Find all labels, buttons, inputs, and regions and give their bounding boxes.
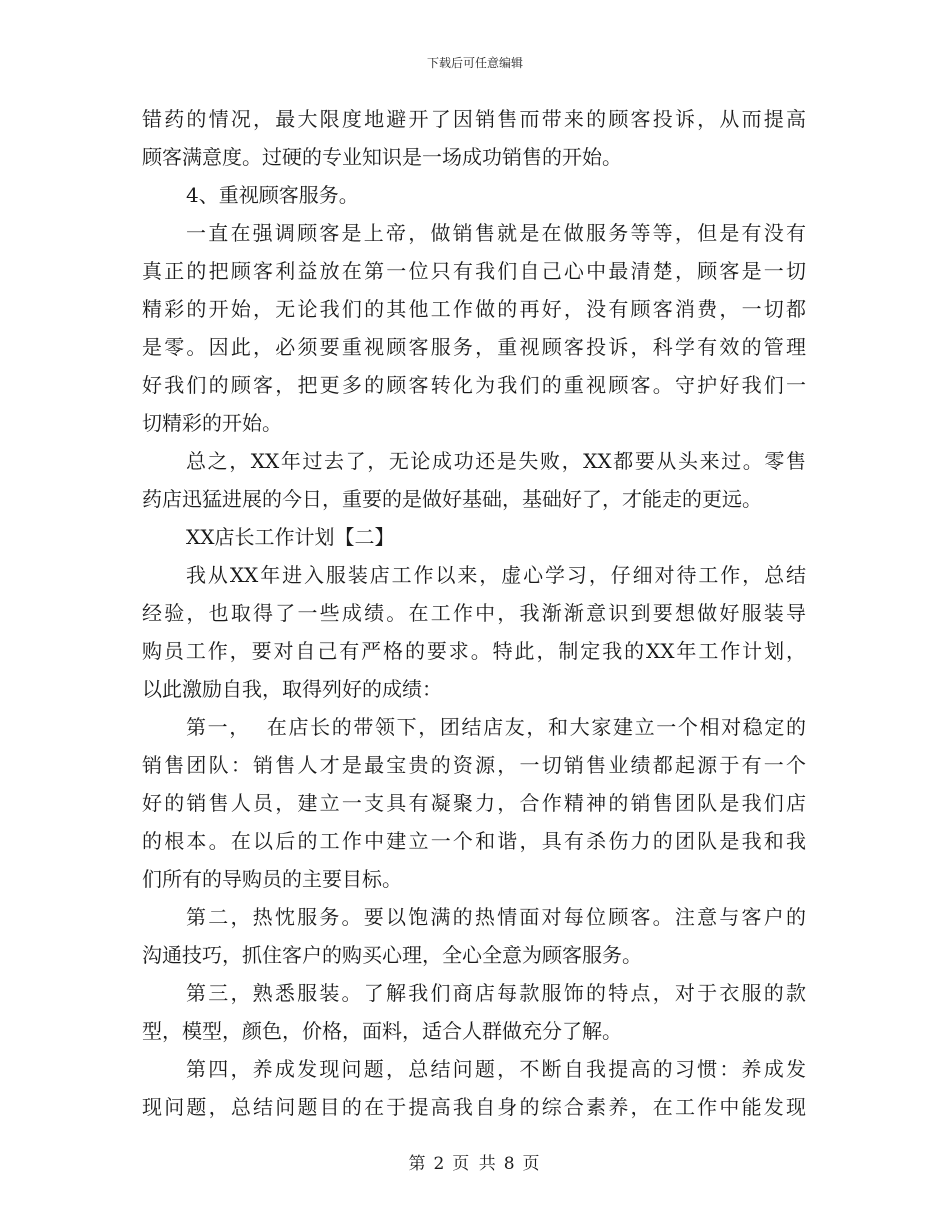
current-page-number: 2 (433, 1154, 447, 1174)
paragraph (142, 556, 806, 708)
text-line: 药店迅猛进展的今日，重要的是做好基础，基础好了，才能走的更远。 (142, 487, 762, 511)
paragraph (142, 974, 806, 1050)
paragraph (142, 100, 806, 176)
text-line: 销售团队：销售人才是最宝贵的资源，一切销售业绩都起源于有一个 (142, 753, 806, 777)
footer-middle: 页 共 (452, 1154, 498, 1174)
footer-prefix: 第 (408, 1154, 428, 1174)
text-line: 的根本。在以后的工作中建立一个和谐，具有杀伤力的团队是我和我 (142, 829, 806, 853)
total-page-count: 8 (503, 1154, 517, 1174)
section-heading (142, 176, 806, 214)
text-line: 错药的情况，最大限度地避开了因销售而带来的顾客投诉，从而提高 (142, 107, 806, 131)
text-line: 总之，XX年过去了，无论成功还是失败，XX都要从头来过。零售 (186, 449, 806, 473)
text-line: 一直在强调顾客是上帝，做销售就是在做服务等等，但是有没有 (186, 221, 806, 245)
text-line: 第一， 在店长的带领下，团结店友，和大家建立一个相对稳定的 (186, 715, 806, 739)
text-line: 真正的把顾客利益放在第一位只有我们自己心中最清楚，顾客是一切 (142, 259, 806, 283)
text-line: 第三，熟悉服装。了解我们商店每款服饰的特点，对于衣服的款 (186, 981, 806, 1005)
text-line: 以此激励自我，取得列好的成绩： (142, 677, 442, 701)
text-line: 型，模型，颜色，价格，面料，适合人群做充分了解。 (142, 1019, 622, 1043)
text-line: 好我们的顾客，把更多的顾客转化为我们的重视顾客。守护好我们一 (142, 373, 806, 397)
page-header: 下载后可任意编辑 (426, 56, 523, 70)
paragraph (142, 214, 806, 442)
text-line: 我从XX年进入服装店工作以来，虚心学习，仔细对待工作，总结 (186, 563, 806, 587)
text-line: 经验，也取得了一些成绩。在工作中，我渐渐意识到要想做好服装导 (142, 601, 806, 625)
text-line: 顾客满意度。过硬的专业知识是一场成功销售的开始。 (142, 145, 622, 169)
text-line: 切精彩的开始。 (142, 411, 282, 435)
paragraph (142, 1050, 806, 1126)
paragraph (142, 708, 806, 898)
text-line: XX店长工作计划【二】 (186, 525, 395, 549)
text-line: 4、重视顾客服务。 (186, 183, 359, 207)
text-line: 精彩的开始，无论我们的其他工作做的再好，没有顾客消费，一切都 (142, 297, 806, 321)
text-line: 沟通技巧，抓住客户的购买心理，全心全意为顾客服务。 (142, 943, 642, 967)
text-line: 第四，养成发现问题，总结问题，不断自我提高的习惯：养成发 (186, 1057, 806, 1081)
section-title (142, 518, 806, 556)
footer-suffix: 页 (522, 1154, 542, 1174)
text-line: 现问题，总结问题目的在于提高我自身的综合素养，在工作中能发现 (142, 1095, 806, 1119)
paragraph (142, 442, 806, 518)
paragraph (142, 898, 806, 974)
text-line: 购员工作，要对自己有严格的要求。特此，制定我的XX年工作计划， (142, 639, 806, 663)
document-body (142, 100, 806, 1126)
text-line: 好的销售人员，建立一支具有凝聚力，合作精神的销售团队是我们店 (142, 791, 806, 815)
text-line: 第二，热忱服务。要以饱满的热情面对每位顾客。注意与客户的 (186, 905, 806, 929)
text-line: 们所有的导购员的主要目标。 (142, 867, 402, 891)
page-footer (0, 1153, 950, 1175)
text-line: 是零。因此，必须要重视顾客服务，重视顾客投诉，科学有效的管理 (142, 335, 806, 359)
